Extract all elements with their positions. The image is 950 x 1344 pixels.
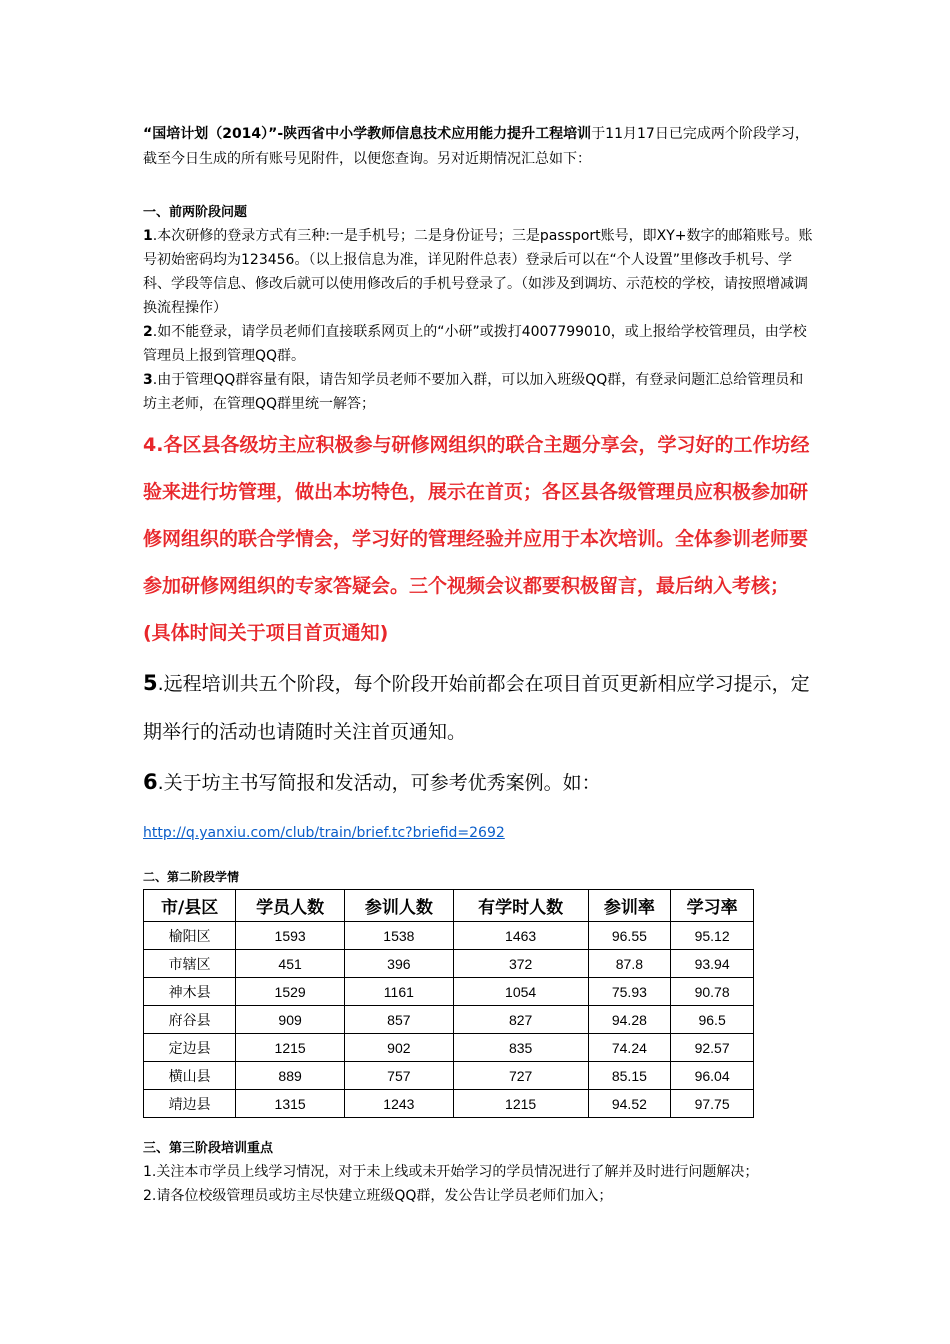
column-header: 学员人数 <box>236 890 345 922</box>
section2-heading: 二、第二阶段学情 <box>143 870 240 884</box>
table-row <box>144 1006 754 1034</box>
item-number: 1 <box>143 228 153 244</box>
section1-item-5 <box>143 659 813 756</box>
table-cell: 94.28 <box>588 1006 671 1034</box>
table-cell: 96.04 <box>671 1062 754 1090</box>
item-text: .本次研修的登录方式有三种:一是手机号；二是身份证号；三是passport账号，即XY+数字的邮箱账号。账号初始密码均为123456。（以上报信息为准，详见附件总表）登录后可以在“个人设置”里修改手机号、学科、学段等信息、修改后就可以使用修改后的手机号登录了。（如涉及到调坊、示范校的学校，请按照增减调换流程操作） <box>143 228 813 316</box>
item-text: .关注本市学员上线学习情况，对于未上线或未开始学习的学员情况进行了解并及时进行问题解决； <box>151 1164 759 1180</box>
table-cell: 95.12 <box>671 922 754 950</box>
table-cell: 1161 <box>344 978 453 1006</box>
table-cell: 857 <box>344 1006 453 1034</box>
section1-item-1 <box>143 224 813 320</box>
table-cell: 96.55 <box>588 922 671 950</box>
table-cell: 神木县 <box>144 978 236 1006</box>
item-text: .如不能登录，请学员老师们直接联系网页上的“小研”或拨打4007799010，或上报给学校管理员，由学校管理员上报到管理QQ群。 <box>143 324 807 364</box>
item-text: .由于管理QQ群容量有限，请告知学员老师不要加入群，可以加入班级QQ群，有登录问题汇总给管理员和坊主老师，在管理QQ群里统一解答； <box>143 372 804 412</box>
table-cell: 87.8 <box>588 950 671 978</box>
item-number: 6 <box>143 770 158 794</box>
item-text: .各区县各级坊主应积极参与研修网组织的联合主题分享会，学习好的工作坊经验来进行坊管理，做出本坊特色，展示在首页；各区县各级管理员应积极参加研修网组织的联合学情会，学习好的管理经验并应用于本次培训。全体参训老师要参加研修网组织的专家答疑会。三个视频会议都要积极留言，最后纳入考核；(具体时间关于项目首页通知) <box>143 434 810 644</box>
stats-table <box>143 889 754 1118</box>
table-cell: 93.94 <box>671 950 754 978</box>
section3-item-1 <box>143 1160 813 1184</box>
item-number: 3 <box>143 372 153 388</box>
table-cell: 1463 <box>453 922 588 950</box>
intro-text: 于11月17日已完成两个阶段学习，截至今日生成的所有账号见附件，以便您查询。另对近期情况汇总如下： <box>143 126 809 167</box>
item-number: 2 <box>143 324 153 340</box>
column-header: 市/县区 <box>144 890 236 922</box>
intro-title: “国培计划（2014）”-陕西省中小学教师信息技术应用能力提升工程培训 <box>143 126 592 142</box>
table-header-row <box>144 890 754 922</box>
table-row <box>144 1062 754 1090</box>
table-cell: 94.52 <box>588 1090 671 1118</box>
document-body <box>143 122 813 1208</box>
table-cell: 372 <box>453 950 588 978</box>
item-number: 1 <box>143 1164 152 1180</box>
table-row <box>144 1090 754 1118</box>
table-cell: 889 <box>236 1062 345 1090</box>
table-cell: 1315 <box>236 1090 345 1118</box>
table-cell: 96.5 <box>671 1006 754 1034</box>
table-cell: 府谷县 <box>144 1006 236 1034</box>
section1-item-2 <box>143 320 813 368</box>
table-cell: 1529 <box>236 978 345 1006</box>
section3-item-2 <box>143 1184 813 1208</box>
table-cell: 定边县 <box>144 1034 236 1062</box>
table-cell: 1593 <box>236 922 345 950</box>
section1-item-6 <box>143 758 813 857</box>
item-text: .请各位校级管理员或坊主尽快建立班级QQ群，发公告让学员老师们加入； <box>151 1188 613 1204</box>
table-cell: 827 <box>453 1006 588 1034</box>
table-cell: 榆阳区 <box>144 922 236 950</box>
section3-heading: 三、第三阶段培训重点 <box>143 1141 274 1156</box>
table-cell: 902 <box>344 1034 453 1062</box>
table-row <box>144 922 754 950</box>
column-header: 学习率 <box>671 890 754 922</box>
table-cell: 1243 <box>344 1090 453 1118</box>
table-cell: 909 <box>236 1006 345 1034</box>
item-text: .关于坊主书写简报和发活动，可参考优秀案例。如： <box>157 772 601 794</box>
table-cell: 727 <box>453 1062 588 1090</box>
table-cell: 市辖区 <box>144 950 236 978</box>
table-cell: 757 <box>344 1062 453 1090</box>
table-cell: 85.15 <box>588 1062 671 1090</box>
table-cell: 1215 <box>236 1034 345 1062</box>
table-cell: 靖边县 <box>144 1090 236 1118</box>
table-cell: 451 <box>236 950 345 978</box>
table-cell: 90.78 <box>671 978 754 1006</box>
column-header: 有学时人数 <box>453 890 588 922</box>
section1-heading: 一、前两阶段问题 <box>143 205 248 220</box>
table-cell: 1215 <box>453 1090 588 1118</box>
table-cell: 1054 <box>453 978 588 1006</box>
item-number: 5 <box>143 671 158 695</box>
table-cell: 75.93 <box>588 978 671 1006</box>
section1-item-4-highlight <box>143 422 813 657</box>
table-cell: 396 <box>344 950 453 978</box>
item-text: .远程培训共五个阶段，每个阶段开始前都会在项目首页更新相应学习提示，定期举行的活动也请随时关注首页通知。 <box>143 673 810 743</box>
table-row <box>144 978 754 1006</box>
table-cell: 92.57 <box>671 1034 754 1062</box>
column-header: 参训人数 <box>344 890 453 922</box>
table-cell: 74.24 <box>588 1034 671 1062</box>
table-cell: 横山县 <box>144 1062 236 1090</box>
table-cell: 1538 <box>344 922 453 950</box>
table-row <box>144 950 754 978</box>
section1-item-3 <box>143 368 813 416</box>
table-cell: 97.75 <box>671 1090 754 1118</box>
item-number: 4 <box>143 434 157 456</box>
table-cell: 835 <box>453 1034 588 1062</box>
intro-paragraph <box>143 122 813 172</box>
column-header: 参训率 <box>588 890 671 922</box>
case-link[interactable]: http://q.yanxiu.com/club/train/brief.tc?briefid=2692 <box>143 825 505 841</box>
item-number: 2 <box>143 1188 152 1204</box>
table-row <box>144 1034 754 1062</box>
